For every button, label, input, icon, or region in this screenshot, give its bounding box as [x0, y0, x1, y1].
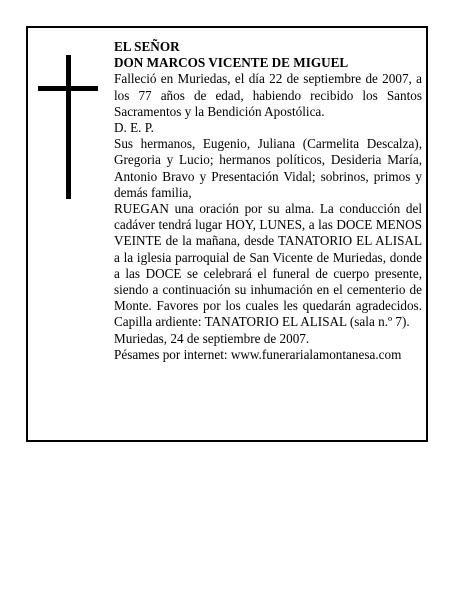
funeral-request: RUEGAN una oración por su alma. La conducción del cadáver tendrá lugar HOY, LUNES, a las DOCE MENOS VEINTE de la mañana, desde TANATORIO EL ALISAL a la iglesia parroquial de San Vicente de Muriedas, donde a las DOCE se celebrará el funeral de cuerpo presente, siendo a continuación su inhumación en el cementerio de Monte. Favores por los cuales les quedarán agradecidos. Capilla ardiente: TANATORIO EL ALISAL (sala n.º 7). [114, 201, 422, 330]
cross-vertical-bar [66, 55, 71, 199]
death-statement: Falleció en Muriedas, el día 22 de septiembre de 2007, a los 77 años de edad, habiendo recibido los Santos Sacramentos y la Bendición Apostólica. [114, 71, 422, 119]
place-date: Muriedas, 24 de septiembre de 2007. [114, 330, 310, 346]
family-list: Sus hermanos, Eugenio, Juliana (Carmelita Descalza), Gregoria y Lucio; hermanos políticos, Desideria María, Antonio Bravo y Presentación Vidal; sobrinos, primos y demás familia, [114, 136, 422, 200]
deceased-name: DON MARCOS VICENTE DE MIGUEL [114, 55, 349, 71]
dep-line: D. E. P. [114, 120, 154, 136]
notice-heading-title: EL SEÑOR [114, 39, 180, 54]
cross-horizontal-bar [38, 86, 98, 91]
notice-text [114, 39, 422, 363]
death-notice-frame [26, 26, 428, 442]
condolences-line: Pésames por internet: www.funerarialamontanesa.com [114, 346, 402, 362]
cross-icon [38, 55, 98, 199]
